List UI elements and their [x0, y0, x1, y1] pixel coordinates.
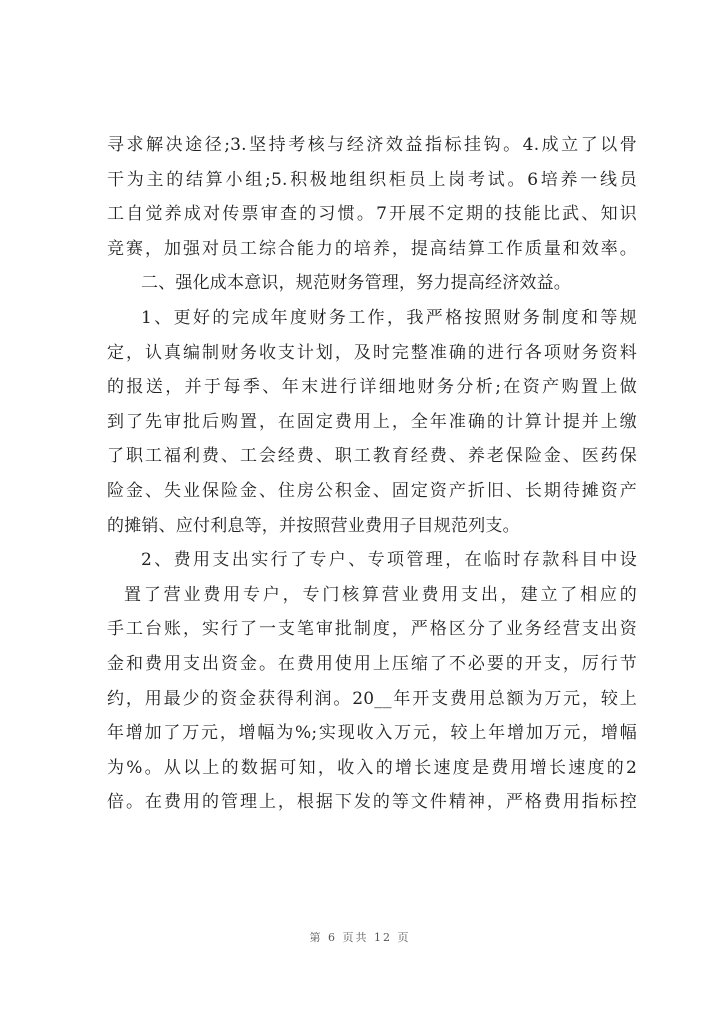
paragraph-line: 干为主的结算小组;5.积极地组织柜员上岗考试。6培养一线员 — [107, 169, 637, 190]
paragraph-line: 为%。从以上的数据可知，收入的增长速度是费用增长速度的2 — [107, 757, 637, 778]
paragraph-line: 2、费用支出实行了专户、专项管理，在临时存款科目中设 — [141, 550, 637, 571]
paragraph-line: 竞赛，加强对员工综合能力的培养，提高结算工作质量和效率。 — [107, 238, 637, 259]
paragraph-line: 到了先审批后购置，在固定费用上，全年准确的计算计提并上缴 — [107, 411, 637, 432]
paragraph-line: 年增加了万元，增幅为%;实现收入万元，较上年增加万元，增幅 — [107, 723, 637, 744]
page-number-footer: 第 6 页共 12 页 — [309, 931, 411, 944]
document-body — [107, 128, 637, 820]
paragraph-line: 约，用最少的资金获得利润。20__年开支费用总额为万元，较上 — [107, 688, 637, 709]
paragraph-line: 了职工福利费、工会经费、职工教育经费、养老保险金、医药保 — [107, 446, 637, 467]
paragraph-line: 倍。在费用的管理上，根据下发的等文件精神，严格费用指标控 — [107, 792, 637, 813]
paragraph-line: 金和费用支出资金。在费用使用上压缩了不必要的开支，厉行节 — [107, 653, 637, 674]
paragraph-line: 的摊销、应付利息等，并按照营业费用子目规范列支。 — [107, 515, 520, 536]
section-heading: 二、强化成本意识，规范财务管理，努力提高经济效益。 — [141, 273, 571, 294]
paragraph-line: 寻求解决途径;3.坚持考核与经济效益指标挂钩。4.成立了以骨 — [107, 135, 637, 155]
paragraph-line: 险金、失业保险金、住房公积金、固定资产折旧、长期待摊资产 — [107, 480, 637, 501]
paragraph-line: 手工台账，实行了一支笔审批制度，严格区分了业务经营支出资 — [107, 619, 637, 640]
paragraph-line: 1、更好的完成年度财务工作，我严格按照财务制度和等规 — [141, 307, 637, 328]
paragraph-line: 定，认真编制财务收支计划，及时完整准确的进行各项财务资料 — [107, 342, 637, 363]
paragraph-line: 工自觉养成对传票审查的习惯。7开展不定期的技能比武、知识 — [107, 204, 637, 225]
paragraph-line: 的报送，并于每季、年末进行详细地财务分析;在资产购置上做 — [107, 377, 637, 398]
paragraph-line: 置了营业费用专户，专门核算营业费用支出，建立了相应的 — [124, 584, 637, 605]
